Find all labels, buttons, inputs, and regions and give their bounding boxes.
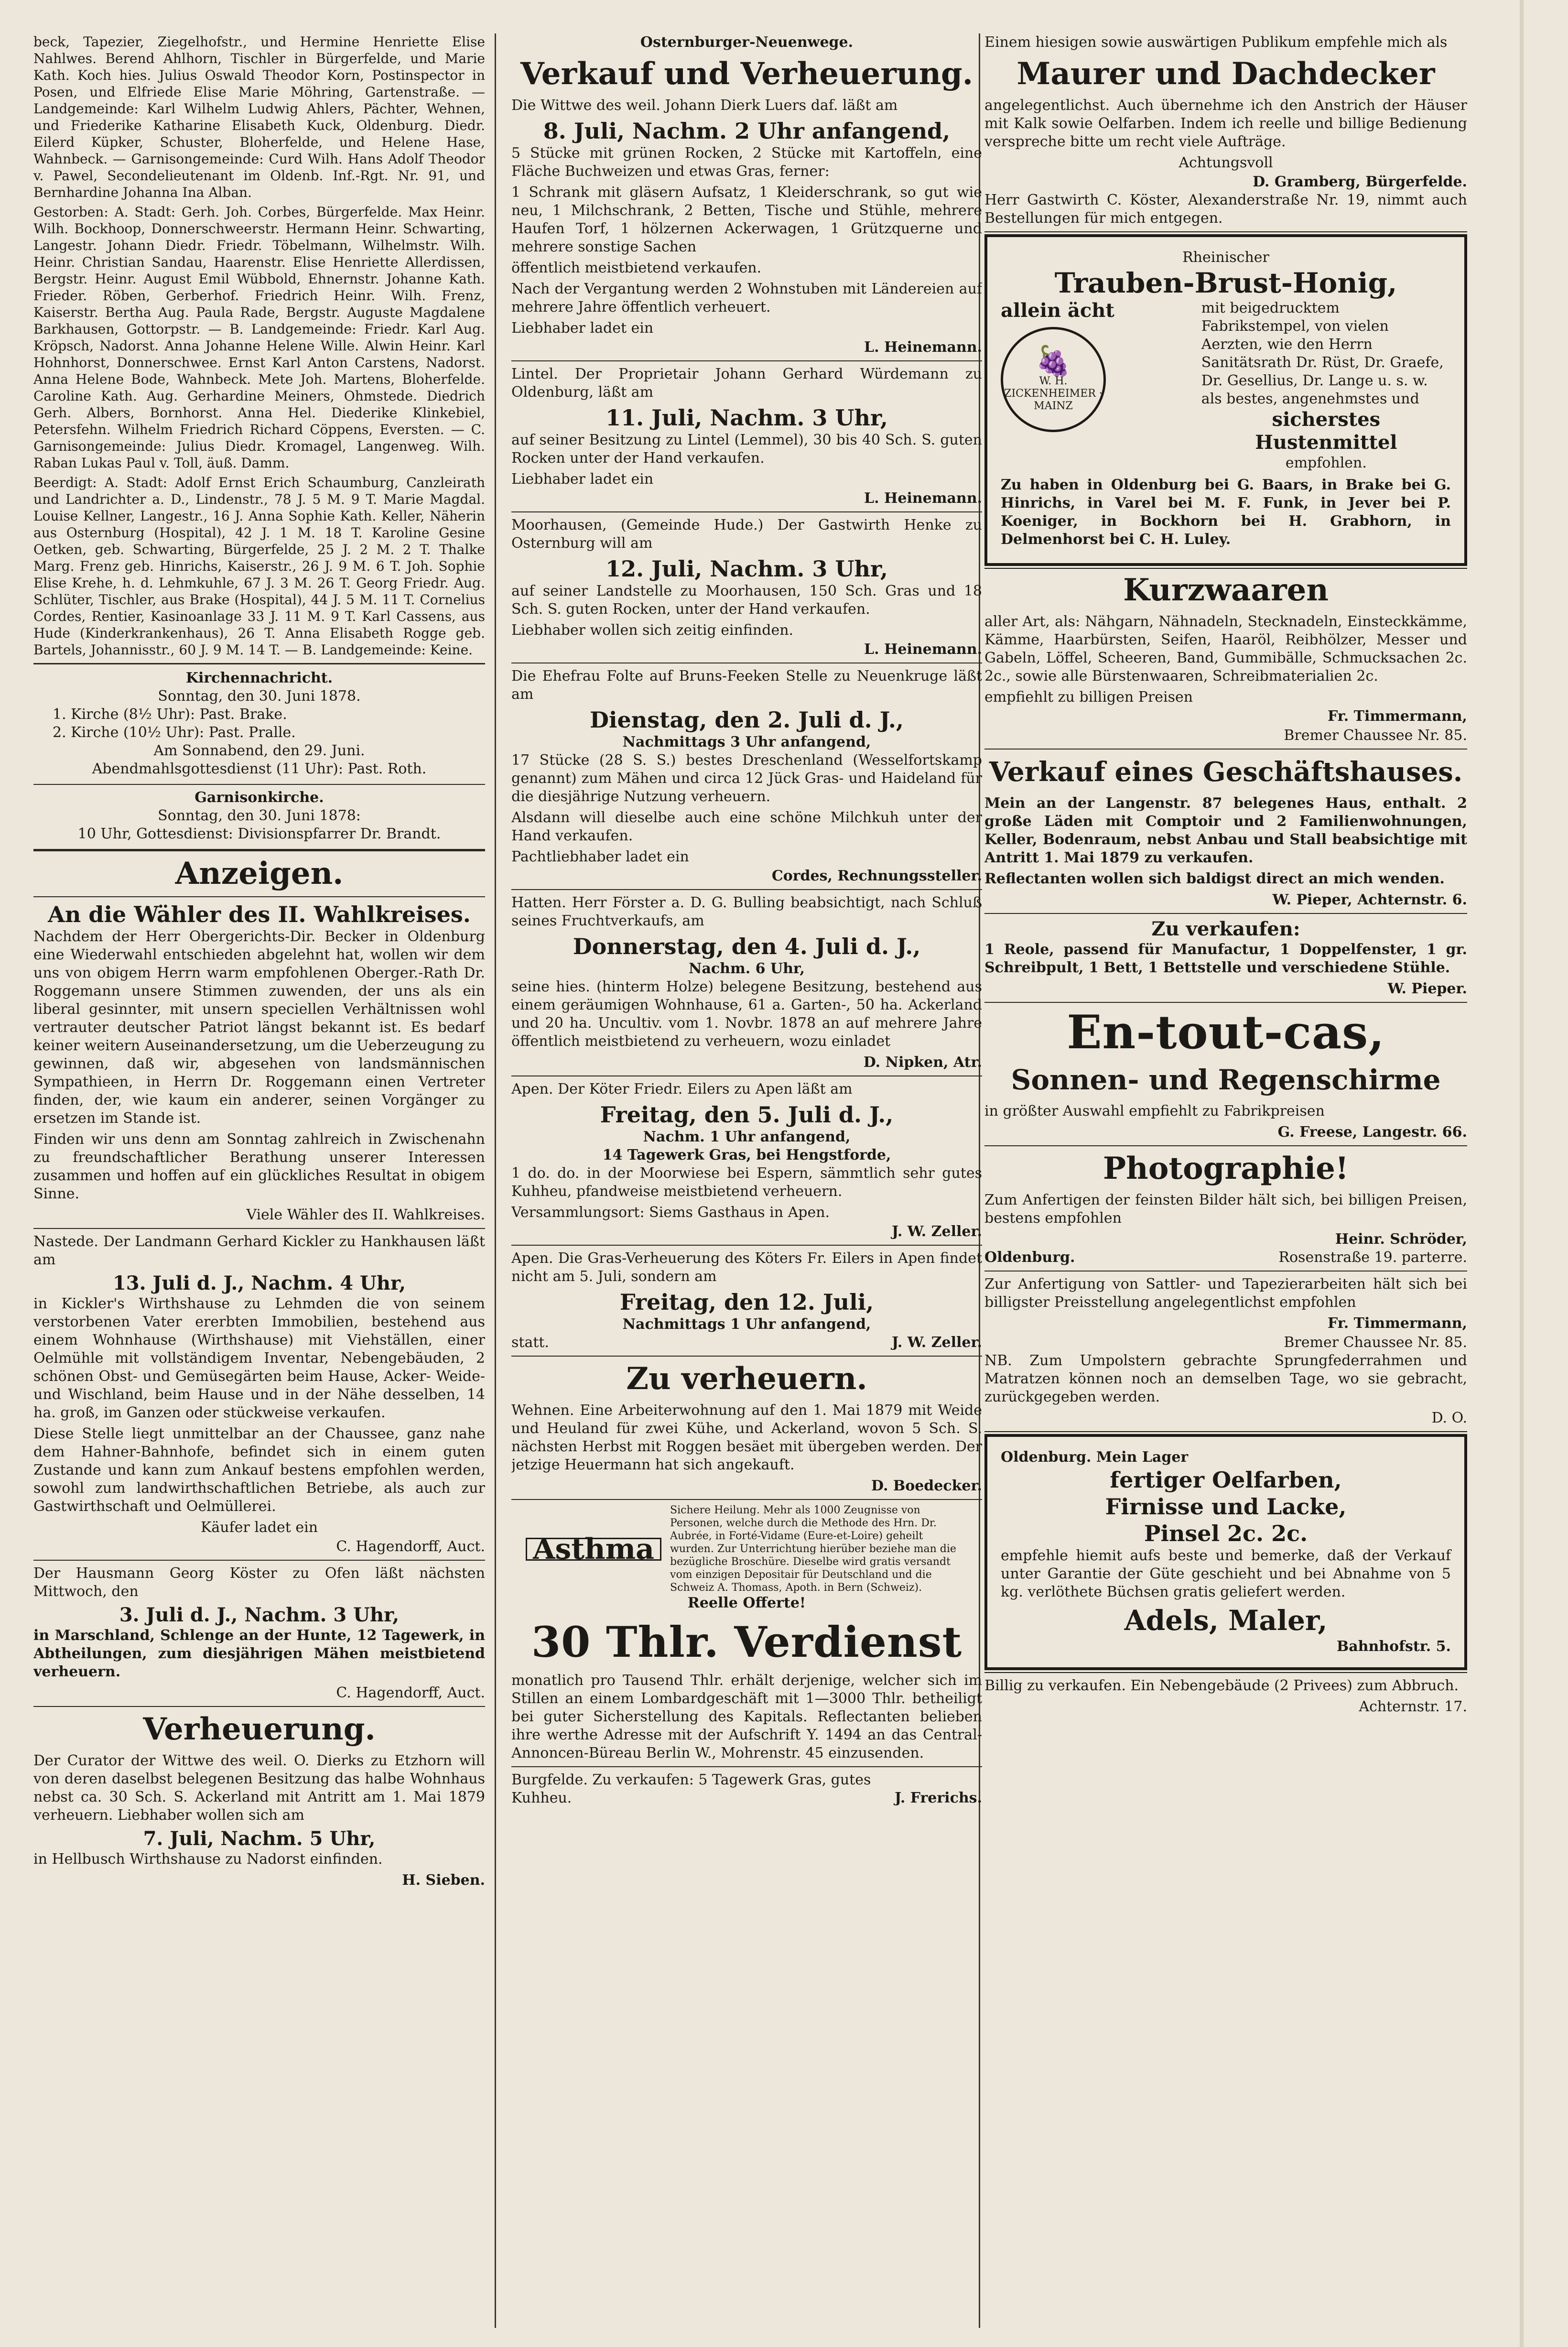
osternburg-text: Nach der Vergantung werden 2 Wohnstuben mit Ländereien auf mehrere Jahre öffentlich verheuert. — [511, 281, 982, 315]
garrison-text: 10 Uhr, Gottesdienst: Divisionspfarrer Dr. Brandt. — [77, 826, 441, 842]
moorhausen-signature: L. Heinemann. — [864, 641, 982, 658]
oelfarben-signature: Adels, Maler, — [1124, 1604, 1328, 1637]
section-heading-anzeigen: Anzeigen. — [175, 856, 344, 891]
zu-verheuern-signature: D. Boedecker. — [871, 1478, 982, 1494]
sattler-address: Bremer Chaussee Nr. 85. — [1284, 1334, 1467, 1351]
apen-text: 1 do. do. in der Moorwiese bei Espern, sämmtlich sehr gutes Kuhheu, pfandweise meistbietend verheuern. — [511, 1165, 982, 1200]
apen-date: Freitag, den 5. Juli d. J., — [600, 1102, 894, 1128]
voters-text: Finden wir uns denn am Sonntag zahlreich in Zwischenahn zu freundschaftlicher Berathung unserer Interessen zusammen und hoffen auf ein glückliches Resultat in obigem Sinne. — [33, 1131, 485, 1202]
honig-empf: empfohlen. — [1285, 455, 1367, 471]
civil-register-marriages: beck, Tapezier, Ziegelhofstr., und Hermine Henriette Elise Nahlwes. Berend Ahlhorn, Tischler in Bürgerfelde, und Marie Kath. Koch hies. Julius Oswald Theodor Korn, Postinspector in Posen, und Elfriede Elise Marie Möhring, Gartenstraße. — Landgemeinde: Karl Wilhelm Ludwig Ahlers, Pächter, Wehnen, und Friederike Katharine Elisabeth Kuck, Oldenburg. Diedr. Eilerd Küpker, Schuster, Bloherfelde, und Helene Hase, Wahnbeck. — Garnisongemeinde: Curd Wilh. Hans Adolf Theodor v. Pawel, Secondelieutenant im Oldenb. Inf.-Rgt. Nr. 91, und Bernhardine Johanna Ina Alban. — [33, 34, 485, 200]
hatten-signature: D. Nipken, Atr. — [863, 1054, 982, 1071]
apen-intro: Apen. Der Köter Friedr. Eilers zu Apen läßt am — [511, 1081, 853, 1097]
stamp-text: W. H. ZICKENHEIMER · MAINZ — [1004, 375, 1103, 412]
divider — [511, 511, 982, 512]
billig-address: Achternstr. 17. — [1359, 1698, 1467, 1715]
voters-signature: Viele Wähler des II. Wahlkreises. — [246, 1206, 485, 1223]
church-line: Am Sonnabend, den 29. Juni. — [153, 742, 365, 759]
osternburg-text: öffentlich meistbietend verkaufen. — [511, 260, 762, 276]
maurer-intro: Einem hiesigen sowie auswärtigen Publikum empfehle mich als — [984, 34, 1448, 51]
osternburg-intro: Die Wittwe des weil. Johann Dierk Luers daf. läßt am — [511, 97, 898, 114]
osternburg-text: 1 Schrank mit gläsern Aufsatz, 1 Kleiderschrank, so gut wie neu, 1 Milchschrank, 2 Betten, Tische und Stühle, mehrere Haufen Torf, 1 hölzernen Ackerwagen, 1 Grützquerne und mehrere sonstige Sachen — [511, 184, 982, 255]
verheuerung-text: Der Curator der Wittwe des weil. O. Dierks zu Etzhorn will von deren daselbst belegenen Besitzung das halbe Wohnhaus nebst ca. 30 Sch. S. Ackerland mit Antritt am 1. Mai 1879 verheuern. Liebhaber wollen sich am — [33, 1752, 485, 1824]
moorhausen-text: auf seiner Landstelle zu Moorhausen, 150 Sch. Gras und 18 Sch. S. guten Rocken, unter der Hand verkaufen. — [511, 583, 982, 618]
oelfarben-address: Bahnhofstr. 5. — [1336, 1638, 1451, 1655]
koester-date: 3. Juli d. J., Nachm. 3 Uhr, — [119, 1604, 400, 1626]
garrison-church-notice — [33, 789, 485, 843]
kurzwaaren-address: Bremer Chaussee Nr. 85. — [1284, 727, 1467, 744]
schirme-title: Sonnen- und Regenschirme — [1011, 1064, 1441, 1096]
zu-verheuern-title: Zu verheuern. — [626, 1361, 867, 1397]
civil-register-burials: Beerdigt: A. Stadt: Adolf Ernst Erich Schaumburg, Canzleirath und Landrichter a. D., Lindenstr., 78 J. 5 M. 9 T. Marie Magdal. Louise Kellner, Langestr., 16 J. Anna Sophie Kath. Keller, Näherin aus Osternburg (Hospital), 42 J. 1 M. 18 T. Karoline Gesine Oetken, geb. Schwarting, Bürgerfelde, 25 J. 2 M. 2 T. Thalke Marg. Frenz geb. Hinrichs, Kaiserstr., 26 J. 9 M. 6 T. Joh. Sophie Elise Krehe, h. d. Lehmkuhle, 67 J. 3 M. 26 T. Georg Friedr. Aug. Schlüter, Tischler, aus Brake (Hospital), 44 J. 5 M. 11 T. Cornelius Cordes, Rentier, Kasinoanlage 33 J. 11 M. 9 T. Karl Cassens, aus Hude (Kinderkrankenhaus), 26 T. Anna Elisabeth Rogge geb. Bartels, Johannisstr., 60 J. 9 M. 14 T. — B. Landgemeinde: Keine. — [33, 475, 485, 658]
church-notice — [33, 669, 485, 778]
sattler-text: Zur Anfertigung von Sattler- und Tapezierarbeiten hält sich bei billigster Preisstellung angelegentlichst empfohlen — [984, 1276, 1467, 1311]
apen2-intro: Apen. Die Gras-Verheuerung des Köters Fr. Eilers in Apen findet nicht am 5. Juli, sondern am — [511, 1250, 982, 1285]
church-line: Abendmahlsgottesdienst (11 Uhr): Past. Roth. — [92, 761, 427, 777]
reelle-offerte: Reelle Offerte! — [687, 1595, 806, 1611]
divider — [511, 360, 982, 361]
photographie-footer — [984, 1249, 1467, 1267]
photographie-signature: Heinr. Schröder, — [1335, 1231, 1467, 1248]
nb-text: NB. Zum Umpolstern gebrachte Sprungfederrahmen und Matratzen können noch an demselben Tage, wo sie gebracht, zurückgegeben werden. — [984, 1352, 1467, 1405]
honig-title: Trauben-Brust-Honig, — [1054, 267, 1397, 299]
geschaeftshaus-title: Verkauf eines Geschäftshauses. — [989, 756, 1463, 788]
apen2-time: Nachmittags 1 Uhr anfangend, — [622, 1316, 871, 1333]
burgfelde-text: Burgfelde. Zu verkaufen: 5 Tagewerk Gras, gutes Kuhheu. — [511, 1771, 871, 1806]
photographie-address: Rosenstraße 19. parterre. — [1278, 1249, 1467, 1266]
maurer-extra: Herr Gastwirth C. Köster, Alexanderstraße Nr. 19, nimmt auch Bestellungen für mich entgegen. — [984, 192, 1467, 227]
verheuerung-signature: H. Sieben. — [402, 1872, 485, 1889]
photographie-city: Oldenburg. — [984, 1249, 1075, 1266]
column-1 — [33, 33, 485, 2328]
maurer-headline: Maurer und Dachdecker — [1016, 56, 1435, 92]
osternburg-signature: L. Heinemann. — [864, 339, 982, 356]
hatten-time: Nachm. 6 Uhr, — [689, 960, 805, 977]
page-edge-shadow — [1520, 0, 1524, 2347]
nastede-text: Diese Stelle liegt unmittelbar an der Chaussee, ganz nahe dem Hahner-Bahnhofe, befindet sich in einem guten Zustande und kann zum Ankauf bestens empfohlen werden, sowohl zum landwirthschaftlichen Betriebe, als auch zur Gastwirthschaft und Oelmüllerei. — [33, 1425, 485, 1515]
folte-time: Nachmittags 3 Uhr anfangend, — [622, 734, 871, 750]
verdienst-headline: 30 Thlr. Verdienst — [531, 1617, 962, 1667]
divider — [984, 913, 1467, 914]
asthma-ad — [511, 1504, 982, 1594]
oelfarben-line: Firnisse und Lacke, — [1105, 1494, 1347, 1520]
honig-allein: allein ächt — [1001, 299, 1114, 322]
photographie-title: Photographie! — [1103, 1151, 1349, 1186]
divider — [33, 663, 485, 664]
kurzwaaren-signature: Fr. Timmermann, — [1327, 708, 1467, 725]
folte-signature: Cordes, Rechnungssteller. — [771, 868, 982, 884]
apen-place: Versammlungsort: Siems Gasthaus in Apen. — [511, 1204, 830, 1221]
kurzwaaren-text: aller Art, als: Nähgarn, Nähnadeln, Stecknadeln, Einsteckkämme, Kämme, Haarbürsten, Seifen, Haaröl, Reibhölzer, Messer und Gabeln, Löffel, Scheeren, Band, Gummibälle, Schmucksachen 2c. 2c., sowie alle Bürstenwaaren, Schreibmaterialien 2c. — [984, 613, 1467, 685]
maurer-respect: Achtungsvoll — [1179, 154, 1273, 171]
column-2 — [511, 33, 982, 2328]
koester-signature: C. Hagendorff, Auct. — [336, 1684, 485, 1701]
column-3 — [984, 33, 1467, 2328]
lintel-signature: L. Heinemann. — [864, 490, 982, 507]
folte-text: Alsdann will dieselbe auch eine schöne Milchkuh unter der Hand verkaufen. — [511, 809, 982, 844]
lintel-date: 11. Juli, Nachm. 3 Uhr, — [606, 405, 888, 431]
verdienst-text: monatlich pro Tausend Thlr. erhält derjenige, welcher sich im Stillen an einem Lombardgeschäft mit 1—3000 Thlr. betheiligt bei guter Sicherstellung des Kapitals. Reflectanten belieben ihre werthe Adresse mit der Aufschrift Y. 1494 an das Central-Annoncen-Büreau Berlin W., Mohrenstr. 45 einzusenden. — [511, 1672, 982, 1761]
divider — [33, 784, 485, 785]
oelfarben-intro: Oldenburg. Mein Lager — [1001, 1449, 1189, 1466]
photographie-text: Zum Anfertigen der feinsten Bilder hält sich, bei billigen Preisen, bestens empfohlen — [984, 1192, 1467, 1227]
nastede-text: in Kickler's Wirthshause zu Lehmden die von seinem verstorbenen Vater ererbten Immobilien, bestehend aus einem Wohnhause (Wirthshause) mit Viehställen, einer Oelmühle mit vollständigem Inventar, Nebengebäuden, 2 schönen Obst- und Gemüsegärten beim Hause, Acker- Weide- und Wischland, beim Hause und in der Nähe desselben, 14 ha. groß, im Ganzen oder stückweise verkaufen. — [33, 1295, 485, 1421]
apen2-footer — [511, 1334, 982, 1352]
column-rule — [495, 33, 496, 2328]
osternburg-text: 5 Stücke mit grünen Rocken, 2 Stücke mit Kartoffeln, eine Fläche Buchweizen und etwas Gras, ferner: — [511, 145, 982, 180]
nb-signature: D. O. — [1431, 1410, 1467, 1426]
burgfelde-signature: J. Frerichs. — [894, 1790, 982, 1806]
asthma-title: Asthma — [526, 1538, 661, 1561]
hatten-text: seine hies. (hinterm Holze) belegene Besitzung, bestehend aus einem geräumigen Wohnhause, 61 a. Garten-, 50 ha. Ackerland und 20 ha. Uncultiv. vom 1. Novbr. 1878 an auf mehrere Jahre öffentlich meistbietend zu verheuern, wozu einladet — [511, 978, 982, 1050]
maurer-text: angelegentlichst. Auch übernehme ich den Anstrich der Häuser mit Kalk sowie Oelfarben. Indem ich reelle und billige Bedienung verspreche bitte um recht viele Aufträge. — [984, 97, 1467, 150]
sattler-signature: Fr. Timmermann, — [1327, 1315, 1467, 1332]
verheuerung-date: 7. Juli, Nachm. 5 Uhr, — [143, 1827, 376, 1850]
burgfelde-ad — [511, 1771, 982, 1807]
lintel-buyers: Liebhaber ladet ein — [511, 471, 654, 488]
geschaeftshaus-text: Mein an der Langenstr. 87 belegenes Haus, enthalt. 2 große Läden mit Comptoir und 2 Familienwohnungen, Keller, Bodenraum, nebst Anbau und Stall beabsichtige mit Antritt 1. Mai 1879 zu verkaufen. — [984, 795, 1467, 866]
honig-small: Rheinischer — [1182, 249, 1269, 266]
apen2-date: Freitag, den 12. Juli, — [619, 1289, 874, 1315]
divider — [33, 896, 485, 897]
zu-verkaufen-signature: W. Pieper. — [1387, 980, 1467, 997]
zu-verkaufen-text: 1 Reole, passend für Manufactur, 1 Doppelfenster, 1 gr. Schreibpult, 1 Bett, 1 Bettstelle und verschiedene Stühle. — [984, 941, 1467, 976]
zu-verkaufen-title: Zu verkaufen: — [1151, 918, 1300, 940]
church-date: Sonntag, den 30. Juni 1878. — [158, 688, 361, 705]
schirme-signature: G. Freese, Langestr. 66. — [1277, 1124, 1467, 1141]
divider — [511, 889, 982, 890]
osternburg-title: Osternburger-Neuenwege. — [640, 34, 854, 51]
folte-text: 17 Stücke (28 S. S.) bestes Dreschenland (Wesselfortskamp genannt) zum Mähen und circa 12 Jück Gras- und Haideland für die diesjährige Nutzung verheuern. — [511, 752, 982, 805]
maurer-signature: D. Gramberg, Bürgerfelde. — [1253, 174, 1467, 190]
lintel-intro: Lintel. Der Proprietair Johann Gerhard Würdemann zu Oldenburg, läßt am — [511, 366, 982, 401]
nastede-date: 13. Juli d. J., Nachm. 4 Uhr, — [112, 1272, 406, 1294]
divider — [984, 1002, 1467, 1003]
moorhausen-date: 12. Juli, Nachm. 3 Uhr, — [606, 556, 888, 582]
asthma-text: Sichere Heilung. Mehr als 1000 Zeugnisse von Personen, welche durch die Methode des Hrn. Dr. Aubrée, in Forté-Vidame (Eure-et-Loire) geheilt wurden. Zur Unterrichtung hierüber beziehe man die bezügliche Broschüre. Dieselbe wird gratis versandt vom einzigen Depositair für Deutschland und die Schweiz A. Thomass, Apoth. in Bern (Schweiz). — [670, 1504, 956, 1594]
en-tout-cas-title: En-tout-cas, — [1067, 1005, 1385, 1059]
hatten-date: Donnerstag, den 4. Juli d. J., — [573, 934, 921, 959]
garrison-date: Sonntag, den 30. Juni 1878: — [158, 807, 361, 824]
koester-intro: Der Hausmann Georg Köster zu Ofen läßt nächsten Mittwoch, den — [33, 1565, 485, 1600]
voters-title: An die Wähler des II. Wahlkreises. — [48, 902, 471, 927]
koester-text: in Marschland, Schlenge an der Hunte, 12 Tagewerk, in Abtheilungen, zum diesjährigen Mähen meistbietend verheuern. — [33, 1627, 485, 1680]
kurzwaaren-price: empfiehlt zu billigen Preisen — [984, 689, 1193, 706]
divider — [511, 1766, 982, 1767]
moorhausen-intro: Moorhausen, (Gemeinde Hude.) Der Gastwirth Henke zu Osternburg will am — [511, 517, 982, 552]
church-line: 1. Kirche (8½ Uhr): Past. Brake. — [53, 706, 287, 723]
apen-time: Nachm. 1 Uhr anfangend, — [643, 1129, 851, 1145]
kurzwaaren-title: Kurzwaaren — [1123, 572, 1329, 608]
oelfarben-line: Pinsel 2c. 2c. — [1144, 1521, 1308, 1546]
garrison-title: Garnisonkirche. — [195, 789, 324, 806]
divider — [33, 1706, 485, 1707]
church-title: Kirchennachricht. — [185, 670, 333, 686]
lintel-text: auf seiner Besitzung zu Lintel (Lemmel), 30 bis 40 Sch. S. guten Rocken unter der Hand verkaufen. — [511, 432, 982, 467]
oelfarben-line: fertiger Oelfarben, — [1110, 1467, 1342, 1493]
divider — [511, 1499, 982, 1500]
hatten-intro: Hatten. Herr Förster a. D. G. Bulling beabsichtigt, nach Schluß seines Fruchtverkaufs, am — [511, 894, 982, 929]
divider — [33, 1228, 485, 1229]
divider — [33, 1560, 485, 1561]
moorhausen-buyers: Liebhaber wollen sich zeitig einfinden. — [511, 622, 794, 639]
stamp-seal-icon — [1001, 327, 1106, 432]
nastede-signature: C. Hagendorff, Auct. — [336, 1538, 485, 1555]
apen2-signature: J. W. Zeller. — [891, 1334, 982, 1351]
church-line: 2. Kirche (10½ Uhr): Past. Pralle. — [53, 724, 296, 741]
honig-where: Zu haben in Oldenburg bei G. Baars, in Brake bei G. Hinrichs, in Varel bei M. F. Funk, in Jever bei P. Koeniger, in Bockhorn bei H. Grabhorn, in Delmenhorst bei C. H. Luley. — [1001, 477, 1451, 548]
divider — [984, 1145, 1467, 1146]
osternburg-buyers: Liebhaber ladet ein — [511, 320, 654, 337]
apen-signature: J. W. Zeller. — [891, 1223, 982, 1240]
osternburg-date: 8. Juli, Nachm. 2 Uhr anfangend, — [543, 118, 951, 144]
oelfarben-text: empfehle hiemit aufs beste und bemerke, daß der Verkauf unter Garantie der Güte geschieht und bei Abnahme von 5 kg. verlöthete Büchsen gratis geliefert werden. — [1001, 1547, 1451, 1600]
divider — [984, 749, 1467, 750]
divider — [33, 849, 485, 851]
osternburg-headline: Verkauf und Verheuerung. — [520, 56, 973, 92]
divider — [511, 1356, 982, 1357]
schirme-text: in größter Auswahl empfiehlt zu Fabrikpreisen — [984, 1103, 1325, 1119]
folte-intro: Die Ehefrau Folte auf Bruns-Feeken Stelle zu Neuenkruge läßt am — [511, 668, 982, 703]
voters-text: Nachdem der Herr Obergerichts-Dir. Becker in Oldenburg eine Wiederwahl entschieden abgelehnt hat, wollen wir dem uns von obigem Herrn warm empfohlenen Oberger.-Rath Dr. Roggemann unsere Stimmen zuwenden, der uns als ein liberal gesinnter, mit unsern speciellen Verhältnissen wohl vertrauter deutscher Patriot längst bekannt ist. Es bedarf keiner weitern Auseinandersetzung, um die Ueberzeugung zu gewinnen, daß wir, abgesehen von landsmännischen Sympathieen, in Herrn Dr. Roggemann einen Vertreter finden, der, wie kaum ein anderer, seinen Vorgänger zu ersetzen im Stande ist. — [33, 928, 485, 1127]
billig-text: Billig zu verkaufen. Ein Nebengebäude (2 Privees) zum Abbruch. — [984, 1677, 1459, 1694]
honig-sicher: sicherstes — [1272, 408, 1381, 431]
nastede-intro: Nastede. Der Landmann Gerhard Kickler zu Hankhausen läßt am — [33, 1233, 485, 1268]
honig-text: mit beigedrucktem Fabrikstempel, von vielen Aerzten, wie den Herrn Sanitätsrath Dr. Rüst, Dr. Graefe, Dr. Gesellius, Dr. Lange u. s. w. als bestes, angenehmstes und — [1201, 300, 1444, 407]
folte-date: Dienstag, den 2. Juli d. J., — [590, 707, 904, 733]
geschaeftshaus-text: Reflectanten wollen sich baldigst direct an mich wenden. — [984, 870, 1445, 887]
folte-buyers: Pachtliebhaber ladet ein — [511, 848, 689, 865]
geschaeftshaus-signature: W. Pieper, Achternstr. 6. — [1272, 891, 1467, 908]
apen2-stat: statt. — [511, 1334, 549, 1351]
verheuerung-title: Verheuerung. — [143, 1711, 376, 1747]
nastede-buyers: Käufer ladet ein — [200, 1519, 318, 1536]
honig-husten: Hustenmittel — [1255, 431, 1397, 454]
divider — [511, 1245, 982, 1246]
honig-body — [1001, 299, 1451, 472]
oelfarben-ad — [984, 1434, 1467, 1670]
verheuerung-text: in Hellbusch Wirthshause zu Nadorst einfinden. — [33, 1851, 383, 1868]
honig-ad — [984, 234, 1467, 566]
zu-verheuern-text: Wehnen. Eine Arbeiterwohnung auf den 1. Mai 1879 mit Weide und Heuland für zwei Kühe, und Ackerland, wovon 5 Sch. S. nächsten Herbst mit Roggen besäet mit übergeben werden. Der jetzige Heuermann hat sich angekauft. — [511, 1402, 982, 1473]
grape-icon: 🍇 — [1035, 344, 1071, 378]
civil-register-deaths: Gestorben: A. Stadt: Gerh. Joh. Corbes, Bürgerfelde. Max Heinr. Wilh. Bockhoop, Donnerschweerstr. Hermann Heinr. Schwarting, Langestr. Johann Diedr. Friedr. Töbelmann, Wilhelmstr. Wilh. Heinr. Christian Sandau, Haarenstr. Elise Henriette Allerdissen, Bergstr. Heinr. August Emil Wübbold, Ehnernstr. Johanne Kath. Frieder. Röben, Gerberhof. Friedrich Heinr. Wilh. Frenz, Kaiserstr. Bertha Aug. Paula Rade, Bergstr. Auguste Magdalene Barkhausen, Gottorpstr. — B. Landgemeinde: Friedr. Karl Aug. Kröpsch, Nadorst. Anna Johanne Helene Wille. Alwin Heinr. Karl Hohnhorst, Donnerschwee. Ernst Karl Anton Carstens, Nadorst. Anna Helene Bode, Wahnbeck. Mete Joh. Martens, Bloherfelde. Caroline Kath. Aug. Gerhardine Meiners, Ohmstede. Diedrich Gerh. Albers, Bornhorst. Anna Hel. Diederike Klinkebiel, Petersfehn. Wilhelm Friedrich Richard Cöppens, Eversten. — C. Garnisongemeinde: Julius Diedr. Kromagel, Langenweg. Wilh. Raban Lukas Paul v. Toll, äuß. Damm. — [33, 204, 485, 471]
apen-amount: 14 Tagewerk Gras, bei Hengstforde, — [602, 1147, 891, 1163]
